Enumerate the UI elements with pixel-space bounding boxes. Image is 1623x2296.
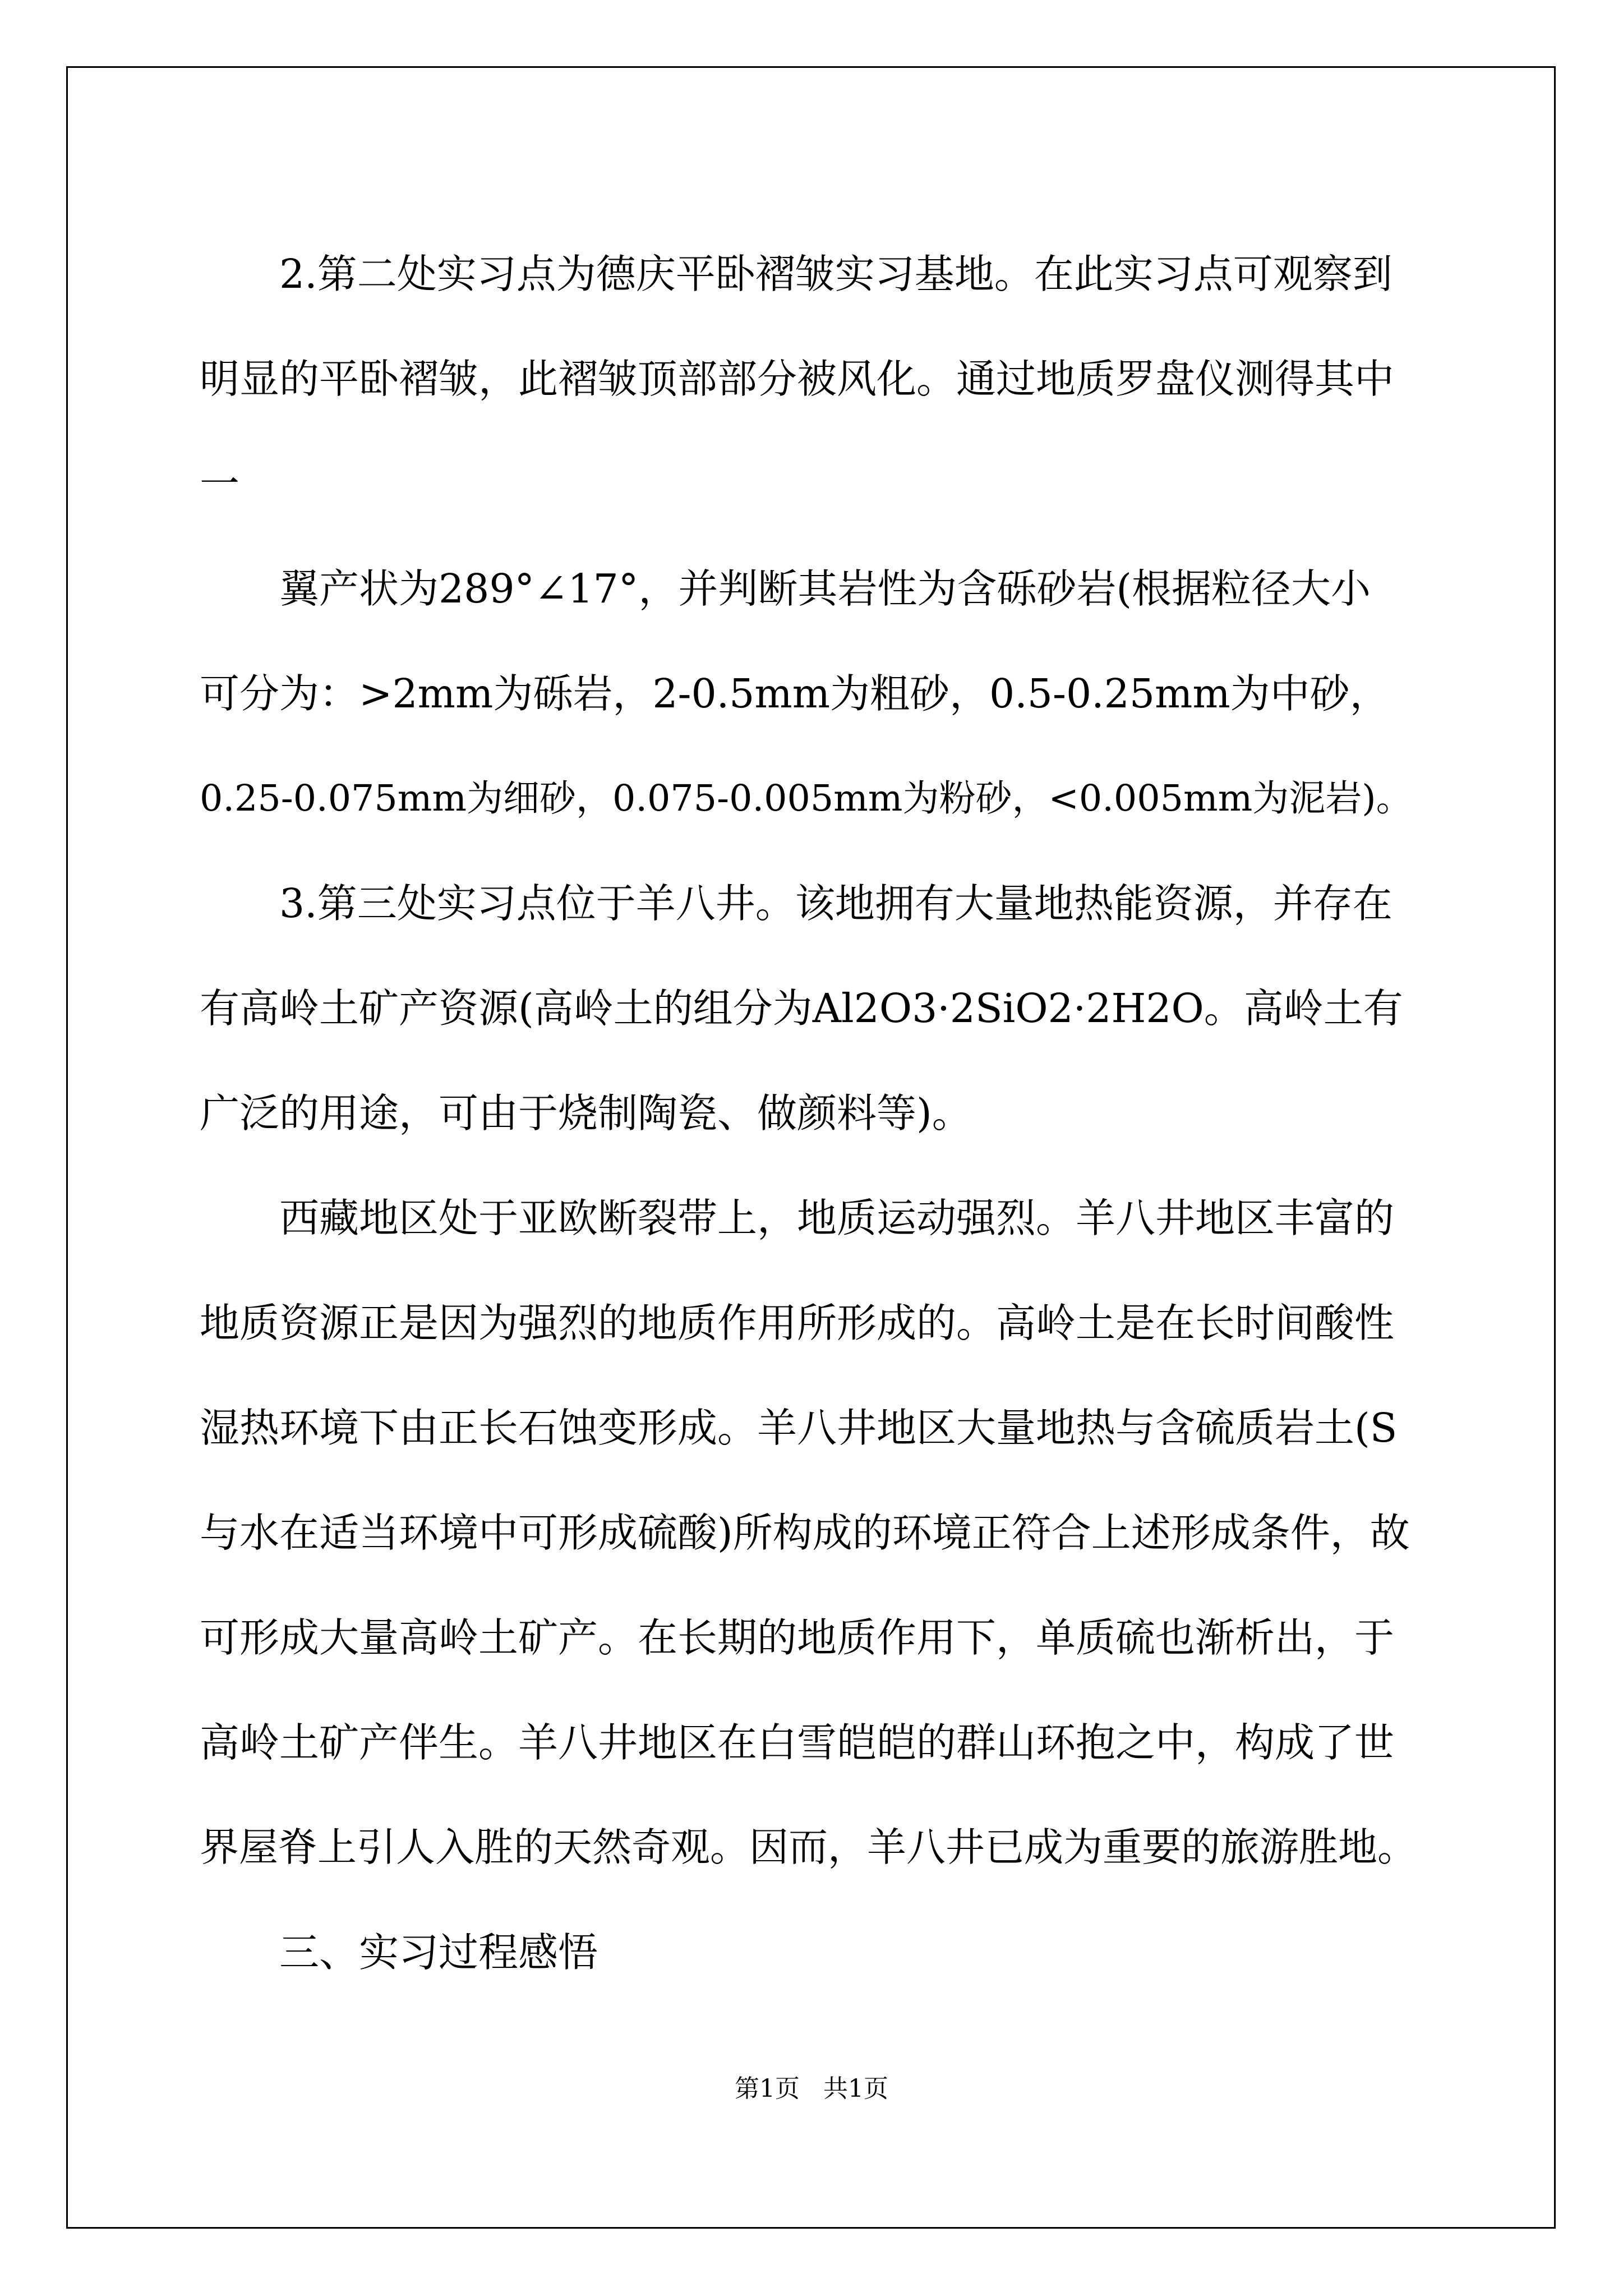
text-line: 西藏地区处于亚欧断裂带上，地质运动强烈。羊八井地区丰富的 <box>279 1195 1395 1241</box>
text-line: 3.第三处实习点位于羊八井。该地拥有大量地热能资源，并存在 <box>279 880 1393 927</box>
document-body <box>200 222 1422 2005</box>
text-line: 一 <box>200 461 240 507</box>
text-line: 可形成大量高岭土矿产。在长期的地质作用下，单质硫也渐析出，于 <box>200 1614 1395 1661</box>
text-line: 有高岭土矿产资源(高岭土的组分为Al2O3·2SiO2·2H2O。高岭土有 <box>200 985 1403 1032</box>
text-line: 2.第二处实习点为德庆平卧褶皱实习基地。在此实习点可观察到 <box>279 251 1393 297</box>
text-line: 地质资源正是因为强烈的地质作用所形成的。高岭土是在长时间酸性 <box>200 1300 1395 1346</box>
text-line: 明显的平卧褶皱，此褶皱顶部部分被风化。通过地质罗盘仪测得其中 <box>200 356 1395 402</box>
page-number: 第1页 共1页 <box>735 2074 888 2103</box>
text-line: 0.25-0.075mm为细砂，0.075-0.005mm为粉砂，<0.005mm为泥岩)。 <box>200 777 1413 820</box>
text-line: 湿热环境下由正长石蚀变形成。羊八井地区大量地热与含硫质岩土(S <box>200 1405 1398 1451</box>
section-heading: 三、实习过程感悟 <box>279 1929 598 1976</box>
text-line: 翼产状为289°∠17°，并判断其岩性为含砾砂岩(根据粒径大小 <box>279 565 1371 612</box>
text-line: 可分为：>2mm为砾岩，2-0.5mm为粗砂，0.5-0.25mm为中砂， <box>200 670 1390 717</box>
text-line: 界屋脊上引人入胜的天然奇观。因而，羊八井已成为重要的旅游胜地。 <box>200 1824 1417 1870</box>
text-line: 与水在适当环境中可形成硫酸)所构成的环境正符合上述形成条件，故 <box>200 1510 1410 1556</box>
text-line: 高岭土矿产伴生。羊八井地区在白雪皑皑的群山环抱之中，构成了世 <box>200 1719 1395 1766</box>
text-line: 广泛的用途，可由于烧制陶瓷、做颜料等)。 <box>200 1090 972 1137</box>
